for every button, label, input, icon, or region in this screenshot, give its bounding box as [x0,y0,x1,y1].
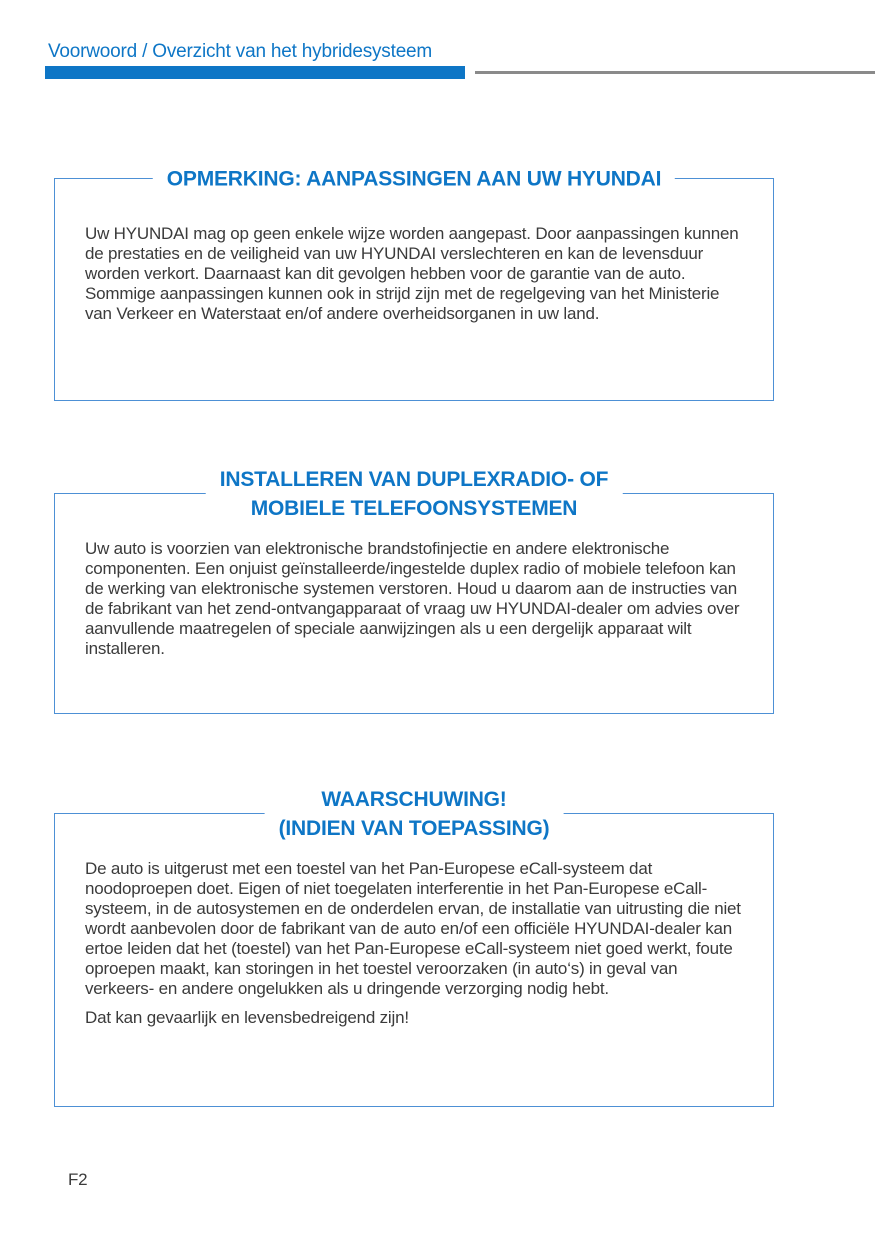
header-accent-bar [45,66,465,79]
notice-box-title-line: INSTALLEREN VAN DUPLEXRADIO- OF [219,468,609,491]
notice-box-body [55,814,773,1028]
notice-box-waarschuwing [54,788,774,1107]
notice-box-title-line: WAARSCHUWING! [321,788,507,811]
notice-box-opmerking [54,167,774,401]
notice-box-title [206,465,623,523]
notice-box-title-line: OPMERKING: AANPASSINGEN AAN UW HYUNDAI [166,167,662,191]
page-number: F2 [68,1170,88,1189]
notice-box-title-line: MOBIELE TELEFOONSYSTEMEN [250,497,578,520]
notice-paragraph: Uw HYUNDAI mag op geen enkele wijze worden aangepast. Door aanpassingen kunnen de prestaties en de veiligheid van uw HYUNDAI verslechteren en kan de levensduur worden verkort. Daarnaast kan dit gevolgen hebben voor de garantie van de auto. Sommige aanpassingen kunnen ook in strijd zijn met de regelgeving van het Ministerie van Verkeer en Waterstaat en/of andere overheidsorganen in uw land. [85,224,739,323]
notice-box-title [265,785,564,843]
notice-paragraph: Uw auto is voorzien van elektronische brandstofinjectie en andere elektronische componenten. Een onjuist geïnstalleerde/ingestelde duplex radio of mobiele telefoon kan de werking van elektronische systemen verstoren. Houd u daarom aan de instructies van de fabrikant van het zend-ontvangapparaat of vraag uw HYUNDAI-dealer om advies over aanvullende maatregelen of speciale aanwijzingen als u een dergelijk apparaat wilt installeren. [85,539,740,658]
notice-box-title-line: (INDIEN VAN TOEPASSING) [278,817,550,840]
notice-paragraph: De auto is uitgerust met een toestel van het Pan-Europese eCall-systeem dat noodoproepen doet. Eigen of niet toegelaten interferentie in het Pan-Europese eCall-systeem, in de autosystemen en de onderdelen ervan, de installatie van uitrusting die niet wordt aanbevolen door de fabrikant van de auto en/of een officiële HYUNDAI-dealer kan ertoe leiden dat het (toestel) van het Pan-Europese eCall-systeem niet goed werkt, foute oproepen maakt, kan storingen in het toestel veroorzaken (in auto‘s) in geval van verkeers- en andere ongelukken als u dringende verzorging nodig hebt. [85,859,741,998]
header-rule [475,71,875,74]
notice-box-title [153,165,675,194]
page-header-title: Voorwoord / Overzicht van het hybridesysteem [48,41,433,62]
notice-box-duplexradio [54,468,774,714]
notice-box-body [55,179,773,324]
notice-paragraph: Dat kan gevaarlijk en levensbedreigend zijn! [85,1008,409,1027]
